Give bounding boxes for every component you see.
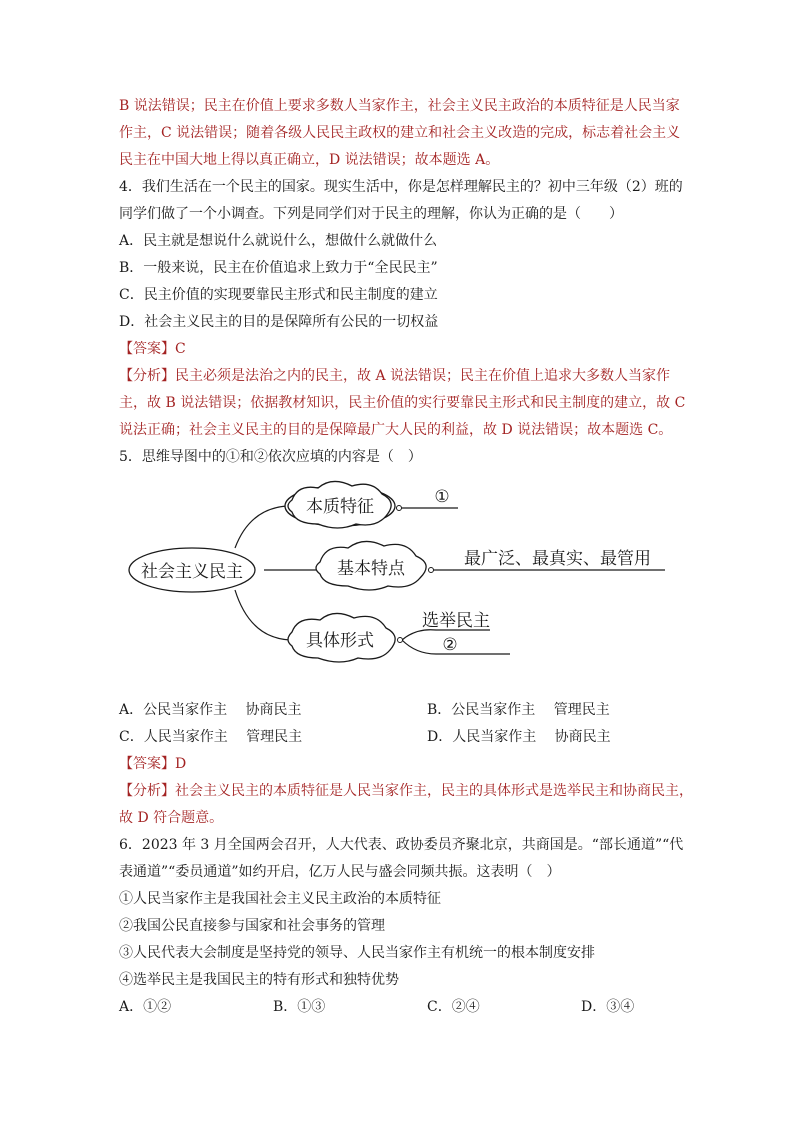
center-node-label: 社会主义民主	[141, 562, 243, 582]
q6-option-a: A．①②	[119, 999, 172, 1015]
branch-node-features-label: 基本特点	[337, 559, 405, 579]
branch2-value: 最广泛、最真实、最管用	[464, 549, 651, 569]
q6-option-c: C．②④	[427, 999, 480, 1015]
q5-option-d: D．人民当家作主 协商民主	[427, 729, 611, 745]
q6-option-b: B．①③	[273, 999, 326, 1015]
q4-analysis-line-1: 【分析】民主必须是法治之内的民主，故 A 说法错误；民主在价值上追求大多数人当家作	[119, 368, 671, 384]
branch2-joint	[429, 568, 434, 573]
q3-analysis-line-1: B 说法错误；民主在价值上要求多数人当家作主，社会主义民主政治的本质特征是人民当家	[119, 98, 680, 114]
q5-answer: 【答案】D	[119, 756, 187, 772]
q4-option-c: C．民主价值的实现要靠民主形式和民主制度的建立	[119, 287, 438, 303]
mind-map-diagram	[120, 478, 680, 668]
placeholder-1: ①	[434, 487, 450, 507]
branch1-joint	[397, 506, 402, 511]
connector-top	[235, 506, 288, 548]
q6-option-d: D．③④	[581, 999, 635, 1015]
branch-node-features	[316, 541, 426, 590]
q6-item-2: ②我国公民直接参与国家和社会事务的管理	[119, 918, 385, 934]
q6-stem-line-2: 表通道”“委员通道”如约开启，亿万人民与盛会同频共振。这表明（ ）	[119, 864, 561, 880]
q5-analysis-line-1: 【分析】社会主义民主的本质特征是人民当家作主，民主的具体形式是选举民主和协商民主，	[119, 783, 693, 799]
q6-stem-line-1: 6．2023 年 3 月全国两会召开，人大代表、政协委员齐聚北京，共商国是。“部长通道”“代	[119, 837, 684, 853]
q5-analysis-line-2: 故 D 符合题意。	[119, 810, 224, 826]
placeholder-2: ②	[442, 635, 458, 655]
q3-analysis-line-2: 作主，C 说法错误；随着各级人民民主政权的建立和社会主义改造的完成，标志着社会主义	[119, 125, 681, 141]
q4-option-d: D．社会主义民主的目的是保障所有公民的一切权益	[119, 314, 439, 330]
branch3-value-1: 选举民主	[422, 611, 490, 631]
q4-option-b: B．一般来说，民主在价值追求上致力于“全民民主”	[119, 260, 438, 276]
branch-node-forms-label: 具体形式	[306, 631, 374, 651]
q4-option-a: A．民主就是想说什么就说什么，想做什么就做什么	[119, 233, 438, 249]
q5-stem: 5．思维导图中的①和②依次应填的内容是（ ）	[119, 449, 422, 465]
connector-bottom	[235, 590, 290, 640]
q4-stem-line-1: 4．我们生活在一个民主的国家。现实生活中，你是怎样理解民主的？初中三年级（2）班的	[119, 179, 683, 195]
q6-item-3: ③人民代表大会制度是坚持党的领导、人民当家作主有机统一的根本制度安排	[119, 945, 595, 961]
branch3-joint	[398, 638, 403, 643]
q6-item-1: ①人民当家作主是我国社会主义民主政治的本质特征	[119, 891, 441, 907]
branch-node-forms	[288, 613, 395, 662]
q4-analysis-line-2: 主，故 B 说法错误；依据教材知识，民主价值的实行要靠民主形式和民主制度的建立，故 C	[119, 395, 686, 411]
q4-answer: 【答案】C	[119, 341, 186, 357]
q4-stem-line-2: 同学们做了一个小调查。下列是同学们对于民主的理解，你认为正确的是（ ）	[119, 206, 623, 222]
q6-item-4: ④选举民主是我国民主的特有形式和独特优势	[119, 972, 399, 988]
branch-node-essence-label: 本质特征	[306, 497, 374, 517]
q5-option-a: A．公民当家作主 协商民主	[119, 702, 302, 718]
q4-analysis-line-3: 说法正确；社会主义民主的目的是保障最广大人民的利益，故 D 说法错误；故本题选 C。	[119, 422, 673, 438]
q5-option-c: C．人民当家作主 管理民主	[119, 729, 303, 745]
q3-analysis-line-3: 民主在中国大地上得以真正确立，D 说法错误；故本题选 A。	[119, 152, 500, 168]
branch-node-essence	[285, 481, 395, 528]
q5-option-b: B．公民当家作主 管理民主	[427, 702, 610, 718]
